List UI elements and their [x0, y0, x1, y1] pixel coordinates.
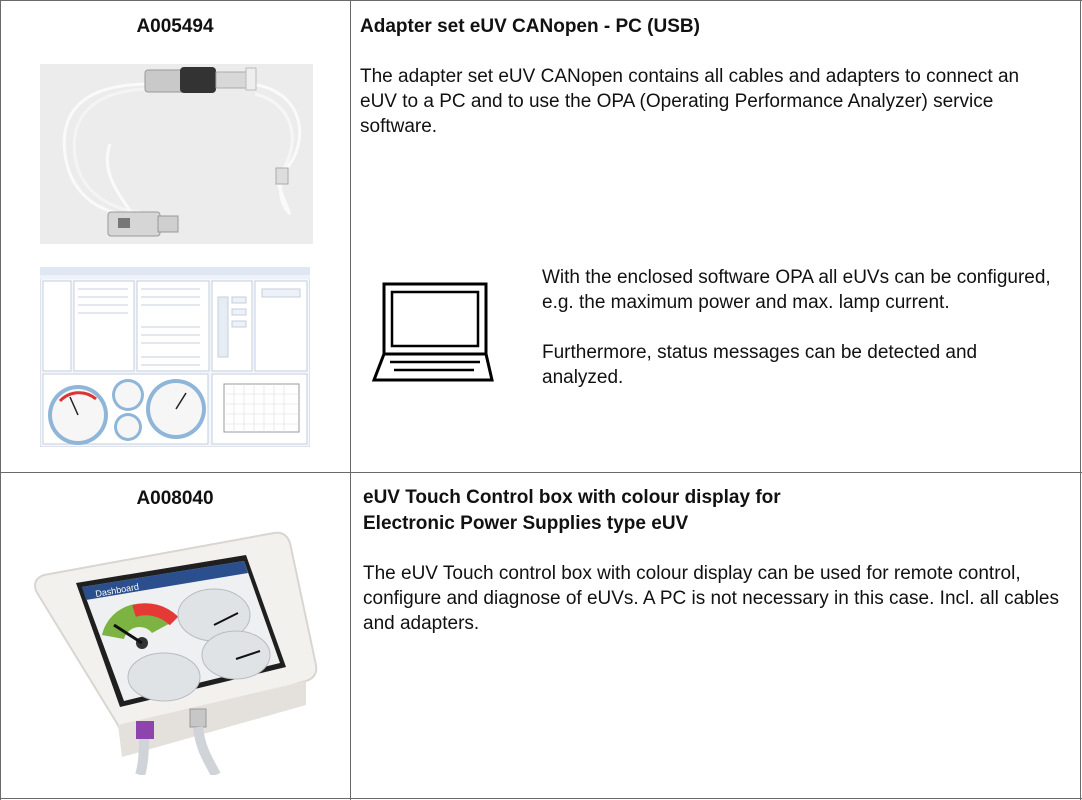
table-border-top [0, 0, 1082, 1]
product-title-line-2: Electronic Power Supplies type eUV [363, 513, 689, 534]
software-description: With the enclosed software OPA all eUVs can be configured, e.g. the maximum power and max. lamp current. [542, 267, 1051, 313]
opa-software-screenshot [40, 267, 310, 447]
product-title: Adapter set eUV CANopen - PC (USB) [360, 16, 700, 37]
product-description: The eUV Touch control box with colour display can be used for remote control, configure and diagnose of eUVs. A PC is not necessary in this case. Incl. all cables and adapters. [363, 563, 1059, 634]
touch-control-box-photo [24, 525, 324, 775]
column-divider [350, 0, 351, 800]
product-code: A005494 [136, 16, 214, 37]
table-border-left [0, 0, 1, 800]
usb-adapter-cable-photo [40, 64, 313, 244]
table-border-bottom [0, 798, 1082, 799]
laptop-icon [370, 280, 496, 384]
table-border-right [1080, 0, 1081, 800]
product-title-line-1: eUV Touch Control box with colour display for [363, 487, 781, 508]
row-divider [0, 472, 1082, 473]
software-status-description: Furthermore, status messages can be detected and analyzed. [542, 342, 978, 388]
touch-screen-title: Dashboard [94, 581, 140, 599]
product-description: The adapter set eUV CANopen contains all cables and adapters to connect an eUV to a PC and to use the OPA (Operating Performance Analyzer) service software. [360, 66, 1020, 137]
product-code: A008040 [136, 488, 214, 509]
